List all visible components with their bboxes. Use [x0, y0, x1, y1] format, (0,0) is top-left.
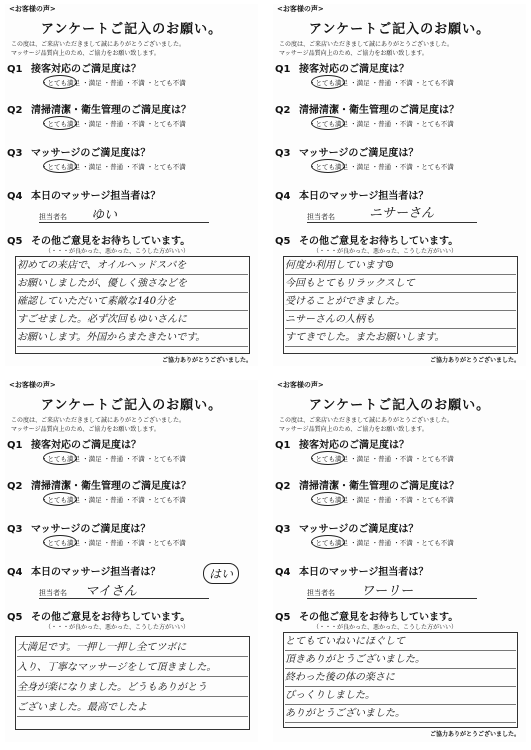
selection-circle: [43, 116, 77, 130]
question-text: マッサージのご満足度は？: [31, 524, 151, 535]
intro-line: この度は、ご来店いただきまして誠にありがとうございました。: [279, 417, 454, 424]
question-number: Q1: [7, 440, 23, 451]
rating-options: ・とても満足 ・満足 ・普通 ・不満 ・とても不満: [309, 455, 454, 463]
selection-circle: [43, 75, 77, 89]
question-number: Q2: [7, 105, 23, 116]
question-text: 清掃清潔・衛生管理のご満足度は？: [299, 105, 459, 116]
comment-line: 受けることができました。: [285, 294, 516, 311]
question-text: 本日のマッサージ担当者は？: [299, 567, 429, 578]
customer-voice-tag: <お客様の声>: [277, 381, 324, 389]
question-text: 清掃清潔・衛生管理のご満足度は？: [31, 481, 191, 492]
question-number: Q4: [275, 191, 291, 202]
intro-line: マッサージ品質向上のため、ご協力をお願い致します。: [11, 50, 160, 57]
thanks-text: ご協力ありがとうございました。: [161, 357, 252, 364]
selection-circle: [43, 451, 77, 465]
question-2: [7, 477, 191, 492]
selection-circle: [311, 535, 345, 549]
comment-line: お願いします。外国からまたきたいです。: [17, 330, 248, 347]
staff-name-line: [307, 222, 477, 223]
rating-options: ・とても満足 ・満足 ・普通 ・不満 ・とても不満: [309, 539, 454, 547]
question-text: マッサージのご満足度は？: [299, 148, 419, 159]
question-text: マッサージのご満足度は？: [31, 148, 151, 159]
comment-line: 終わった後の体の楽さに: [285, 670, 516, 687]
staff-name-label: 担当者名: [307, 589, 335, 597]
selection-circle: [43, 535, 77, 549]
customer-voice-tag: <お客様の声>: [9, 5, 56, 13]
staff-name-label: 担当者名: [39, 213, 67, 221]
question-2: [275, 477, 459, 492]
rating-options: ・とても満足 ・満足 ・普通 ・不満 ・とても不満: [309, 120, 454, 128]
sheet-title: アンケートご記入のお願い。: [40, 22, 223, 37]
comment-line: 大満足です。一押し一押し全てツボに: [17, 640, 248, 657]
question-3: [275, 520, 418, 535]
staff-name-handwritten: ゆい: [91, 208, 118, 223]
intro-line: この度は、ご来店いただきまして誠にありがとうございました。: [11, 41, 186, 48]
selection-circle: [311, 492, 345, 506]
comment-line: 初めての来店で、オイルヘッドスパを: [17, 258, 248, 275]
question-number: Q1: [7, 64, 23, 75]
comment-line: 今回もとてもリラックスして: [285, 276, 516, 293]
question-4: [7, 187, 160, 202]
question-number: Q5: [7, 236, 23, 247]
question-1: [275, 436, 409, 451]
comment-line: びっくりしました。: [285, 688, 516, 705]
question-text: 接客対応のご満足度は？: [31, 64, 141, 75]
comment-line: 全身が楽になりました。どうもありがとう: [17, 680, 248, 697]
intro-line: マッサージ品質向上のため、ご協力をお願い致します。: [279, 426, 428, 433]
customer-voice-tag: <お客様の声>: [277, 5, 324, 13]
question-5: [7, 232, 190, 247]
staff-name-handwritten: マイさん: [85, 584, 137, 599]
question-text: 接客対応のご満足度は？: [31, 440, 141, 451]
question-number: Q2: [7, 481, 23, 492]
rating-options: ・とても満足 ・満足 ・普通 ・不満 ・とても不満: [41, 79, 186, 87]
staff-name-label: 担当者名: [39, 589, 67, 597]
question-3: [275, 144, 418, 159]
customer-voice-tag: <お客様の声>: [9, 381, 56, 389]
question-number: Q1: [275, 64, 291, 75]
rating-options: ・とても満足 ・満足 ・普通 ・不満 ・とても不満: [41, 120, 186, 128]
intro-text: [11, 40, 185, 58]
intro-text: [279, 416, 453, 434]
question-number: Q5: [275, 236, 291, 247]
comment-line: お願いしましたが、優しく強さなどを: [17, 276, 248, 293]
question-number: Q3: [275, 148, 291, 159]
question-text: その他ご意見をお待ちしています。: [31, 236, 191, 247]
sheet-title: アンケートご記入のお願い。: [308, 22, 491, 37]
survey-sheet: [273, 380, 526, 742]
comment-line: 入り、丁寧なマッサージをして頂きました。: [17, 660, 248, 677]
question-hint: （・・・が良かった、悪かった、こうした方がいい）: [313, 248, 458, 255]
question-text: マッサージのご満足度は？: [299, 524, 419, 535]
question-text: 本日のマッサージ担当者は？: [299, 191, 429, 202]
question-3: [7, 520, 150, 535]
question-4: [275, 563, 428, 578]
thanks-text: ご協力ありがとうございました。: [429, 731, 520, 738]
question-number: Q2: [275, 105, 291, 116]
question-number: Q3: [7, 524, 23, 535]
selection-circle: [43, 492, 77, 506]
intro-text: [279, 40, 453, 58]
survey-sheet: [5, 4, 258, 366]
sheet-title: アンケートご記入のお願い。: [308, 398, 491, 413]
selection-circle: [311, 116, 345, 130]
question-text: 接客対応のご満足度は？: [299, 64, 409, 75]
staff-name-handwritten: ワーリー: [361, 584, 414, 599]
question-number: Q2: [275, 481, 291, 492]
question-2: [275, 101, 459, 116]
selection-circle: [311, 75, 345, 89]
intro-line: この度は、ご来店いただきまして誠にありがとうございました。: [279, 41, 454, 48]
staff-name-label: 担当者名: [307, 213, 335, 221]
question-5: [275, 608, 458, 623]
intro-line: マッサージ品質向上のため、ご協力をお願い致します。: [279, 50, 428, 57]
question-1: [275, 60, 409, 75]
intro-line: この度は、ご来店いただきまして誠にありがとうございました。: [11, 417, 186, 424]
question-text: その他ご意見をお待ちしています。: [299, 236, 459, 247]
selection-circle: [43, 159, 77, 173]
rating-options: ・とても満足 ・満足 ・普通 ・不満 ・とても不満: [41, 496, 186, 504]
question-number: Q3: [275, 524, 291, 535]
question-number: Q3: [7, 148, 23, 159]
question-text: 本日のマッサージ担当者は？: [31, 191, 161, 202]
question-text: 接客対応のご満足度は？: [299, 440, 409, 451]
comment-line: とてもていねいにほぐして: [285, 634, 516, 651]
comment-line: すごせました。必ず次回もゆいさんに: [17, 312, 248, 329]
comment-line: ありがとうございました。: [285, 706, 516, 723]
question-hint: （・・・が良かった、悪かった、こうした方がいい）: [45, 248, 190, 255]
question-5: [7, 608, 190, 623]
sheet-title: アンケートご記入のお願い。: [40, 398, 223, 413]
selection-circle: [311, 451, 345, 465]
selection-circle: [311, 159, 345, 173]
question-4: [7, 563, 160, 578]
question-number: Q4: [7, 567, 23, 578]
comment-line: 頂きありがとうございました。: [285, 652, 516, 669]
question-5: [275, 232, 458, 247]
thanks-text: ご協力ありがとうございました。: [429, 357, 520, 364]
comment-line: ございました。最高でしたよ: [17, 700, 248, 717]
question-number: Q5: [7, 612, 23, 623]
question-number: Q4: [7, 191, 23, 202]
intro-line: マッサージ品質向上のため、ご協力をお願い致します。: [11, 426, 160, 433]
comment-line: すてきでした。またお願いします。: [285, 330, 516, 347]
rating-options: ・とても満足 ・満足 ・普通 ・不満 ・とても不満: [41, 455, 186, 463]
question-hint: （・・・が良かった、悪かった、こうした方がいい）: [45, 624, 190, 631]
question-4: [275, 187, 428, 202]
question-3: [7, 144, 150, 159]
rating-options: ・とても満足 ・満足 ・普通 ・不満 ・とても不満: [309, 496, 454, 504]
survey-sheet: [273, 4, 526, 366]
intro-text: [11, 416, 185, 434]
question-text: その他ご意見をお待ちしています。: [299, 612, 459, 623]
question-text: その他ご意見をお待ちしています。: [31, 612, 191, 623]
question-hint: （・・・が良かった、悪かった、こうした方がいい）: [313, 624, 458, 631]
comment-line: ニサーさんの人柄も: [285, 312, 516, 329]
question-number: Q4: [275, 567, 291, 578]
question-text: 清掃清潔・衛生管理のご満足度は？: [299, 481, 459, 492]
rating-options: ・とても満足 ・満足 ・普通 ・不満 ・とても不満: [41, 539, 186, 547]
question-2: [7, 101, 191, 116]
question-1: [7, 436, 141, 451]
rating-options: ・とても満足 ・満足 ・普通 ・不満 ・とても不満: [309, 79, 454, 87]
rating-options: ・とても満足 ・満足 ・普通 ・不満 ・とても不満: [309, 163, 454, 171]
staff-name-line: [39, 222, 209, 223]
question-text: 本日のマッサージ担当者は？: [31, 567, 161, 578]
rating-options: ・とても満足 ・満足 ・普通 ・不満 ・とても不満: [41, 163, 186, 171]
staff-name-handwritten: ニサーさん: [369, 206, 435, 221]
comment-line: 確認していただいて素敵な140分を: [17, 294, 248, 311]
question-1: [7, 60, 141, 75]
question-number: Q5: [275, 612, 291, 623]
survey-sheet: [5, 380, 258, 742]
comment-line: 何度か利用しています☺: [285, 258, 516, 275]
question-text: 清掃清潔・衛生管理のご満足度は？: [31, 105, 191, 116]
hai-stamp: はい: [203, 563, 239, 584]
question-number: Q1: [275, 440, 291, 451]
